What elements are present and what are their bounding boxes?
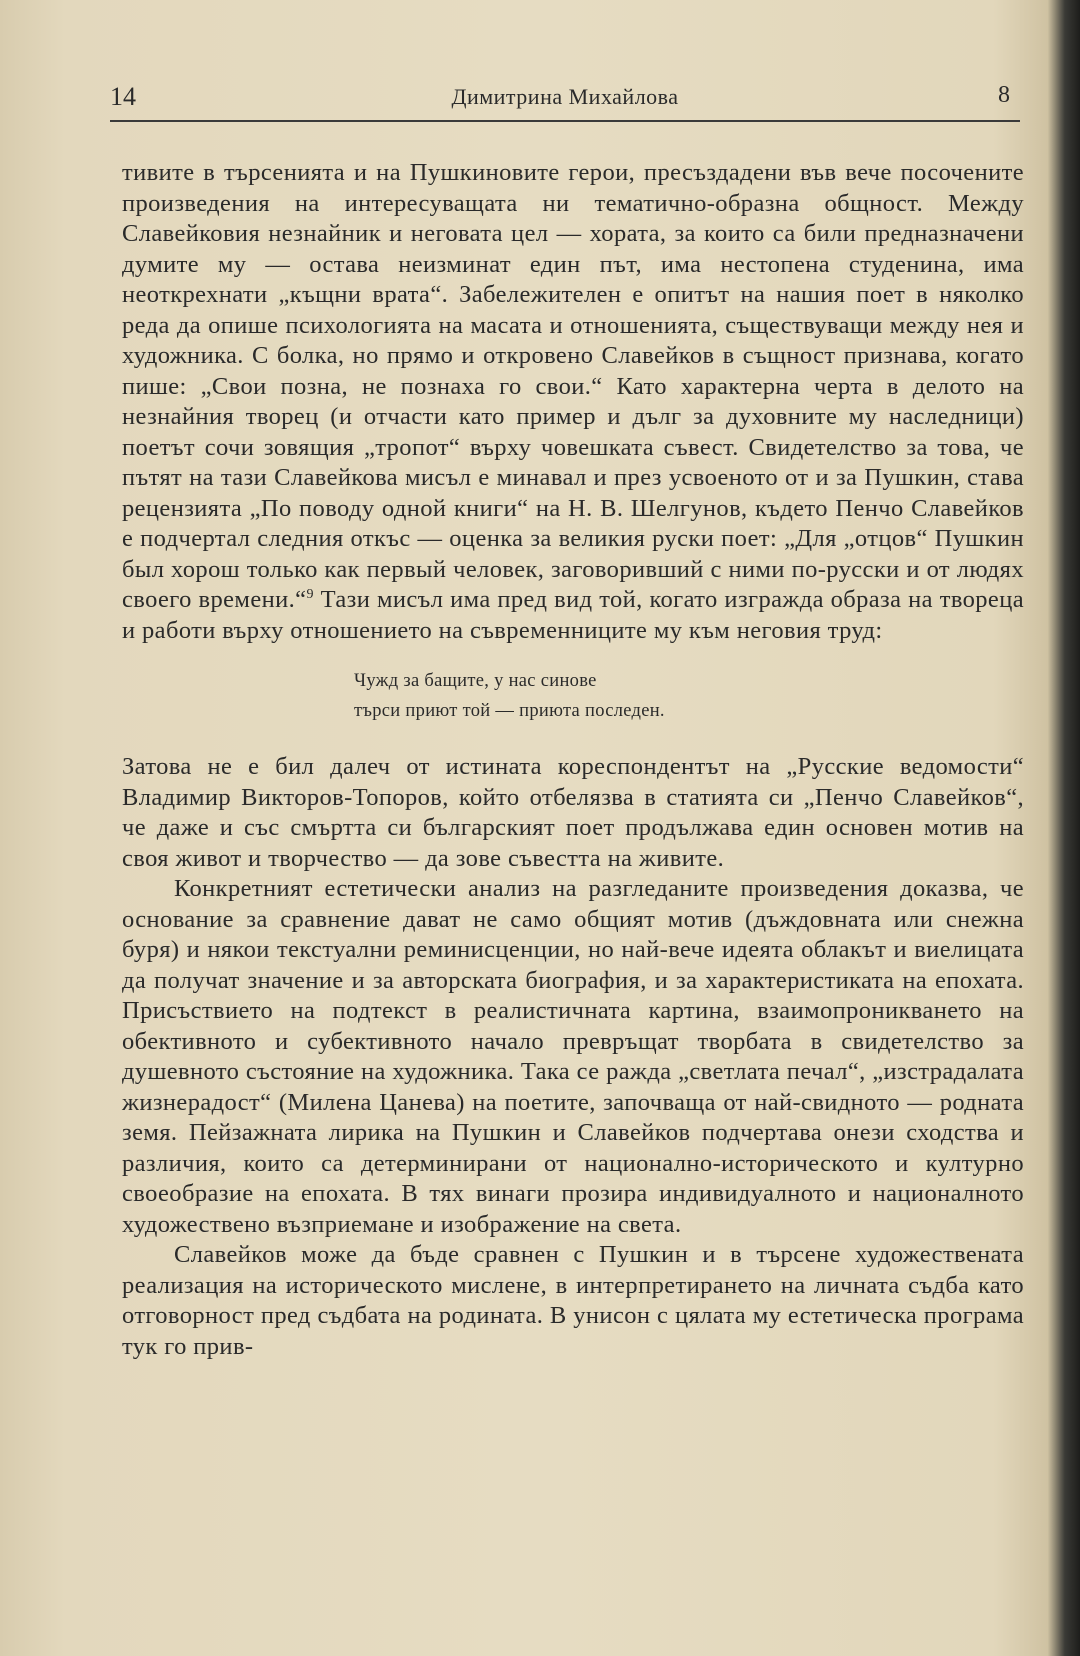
poem-quote <box>122 666 1024 726</box>
paragraph-text-tail: Тази мисъл има пред вид той, когато изгражда образа на твореца и работи върху отношението на съвременниците му към неговия труд: <box>122 586 1024 644</box>
paragraph-4: Славейков може да бъде сравнен с Пушкин и в търсене художествената реализация на историческото мислене, в интерпретирането на личната съдба като отговорност пред съдбата на родината. В унисон с цялата му естетическа програма тук го прив- <box>122 1241 1024 1360</box>
running-header <box>110 80 1020 122</box>
footnote-marker: 9 <box>306 586 314 602</box>
poem-line-2: търси приют той — приюта последен. <box>354 701 665 721</box>
paragraph-2: Затова не е бил далеч от истината кореспондентът на „Русские ведомости“ Владимир Викторов-Топоров, който отбелязва в статията си „Пенчо Славейков“, че даже и със смъртта си българският поет продължава един основен мотив на своя живот и творчество — да зове съвестта на живите. <box>122 753 1024 872</box>
paragraph-continued <box>122 158 1024 646</box>
body-text <box>122 158 1024 1362</box>
page-number: 14 <box>110 82 136 111</box>
running-title: Димитрина Михайлова <box>451 84 679 109</box>
poem-line-1: Чужд за бащите, у нас синове <box>354 671 597 691</box>
paragraph-3: Конкретният естетически анализ на разгледаните произведения доказва, че основание за сравнение дават не само общият мотив (дъждовната или снежна буря) и някои текстуални реминисценции, но най-вече идеята облакът и виелицата да получат значение и за авторската биография, и за характеристиката на епохата. Присъствието на подтекст в реалистичната картина, взаимопроникването на обективното и субективното начало превръщат творбата в свидетелство за душевното състояние на художника. Така се ражда „светлата печал“, „изстрадалата жизнерадост“ (Милена Цанева) на поетите, започваща от най-свидното — родната земя. Пейзажната лирика на Пушкин и Славейков подчертава онези сходства и различия, които са детерминирани от национално-историческото и културно своеобразие на епохата. В тях винаги прозира индивидуалното и националното художествено възприемане и изображение на света. <box>122 875 1024 1238</box>
chapter-number: 8 <box>998 82 1010 108</box>
paragraph-text: тивите в търсенията и на Пушкиновите герои, пресъздадени във вече посочените произведения на интересуващата ни тематично-образна общност. Между Славейковия незнайник и неговата цел — хората, за които са били предназначени думите му — остава неизминат един път, има нестопена студенина, има неоткрехнати „къщни врата“. Забележителен е опитът на нашия поет в няколко реда да опише психологията на масата и отношенията, съществуващи между нея и художника. С болка, но прямо и откровено Славейков в същност признава, когато пише: „Свои позна, не познаха го свои.“ Като характерна черта в делото на незнайния творец (и отчасти като пример и дълг за духовните му наследници) поетът сочи зовящия „тропот“ върху човешката съвест. Свидетелство за това, че пътят на тази Славейкова мисъл е минавал и през усвоеното от и за Пушкин, става рецензията „По поводу одной книги“ на Н. В. Шелгунов, където Пенчо Славейков е подчертал следния откъс — оценка за великия руски поет: „Для „отцов“ Пушкин был хорош только как первый человек, заговоривший с ними по-русски и от людях своего времени.“ <box>122 159 1024 613</box>
